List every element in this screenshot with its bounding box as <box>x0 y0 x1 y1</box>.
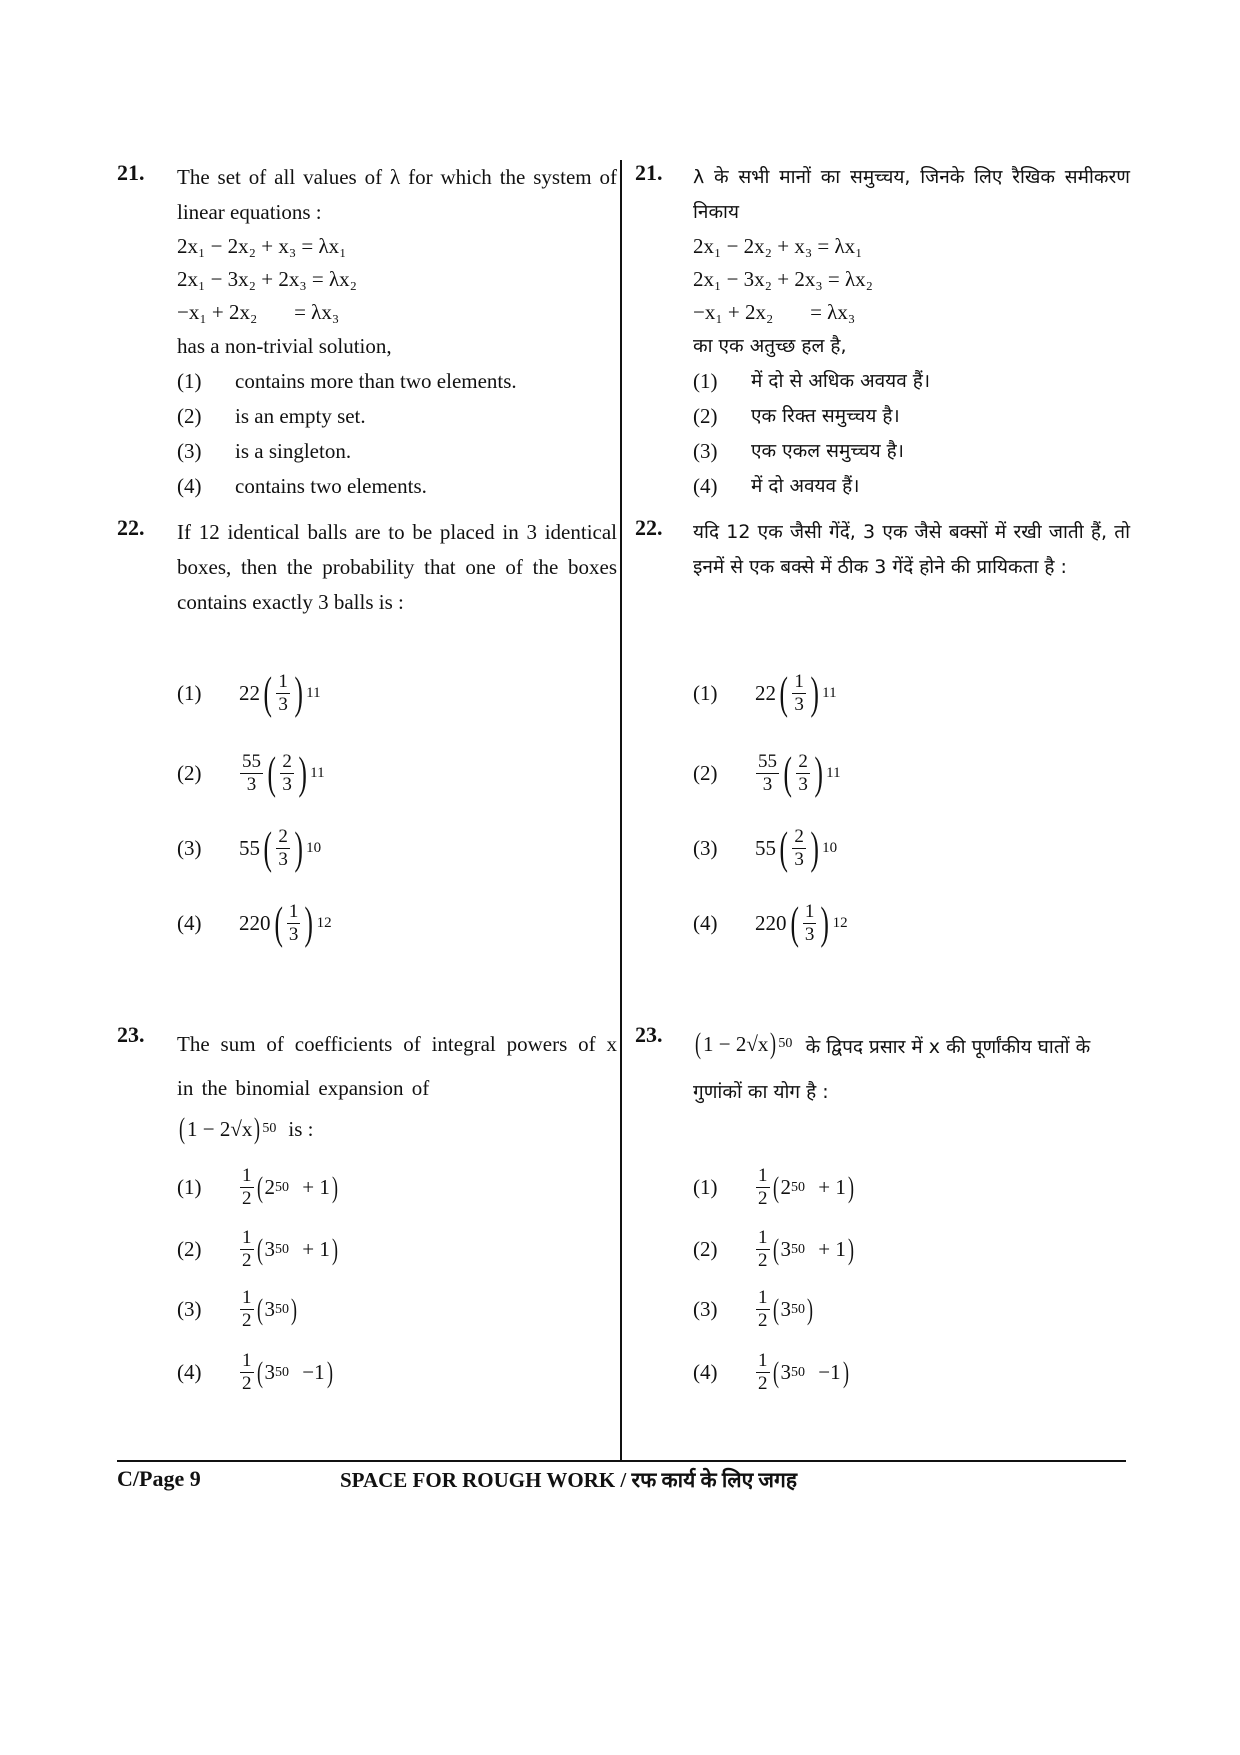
option-number: (3) <box>177 835 202 860</box>
numerator: 1 <box>758 1227 768 1248</box>
exponent: 50 <box>791 1179 805 1195</box>
right-paren: ) <box>810 822 819 873</box>
base-fraction <box>276 671 290 716</box>
option-2[interactable]: (2) एक रिक्त समुच्चय है। <box>693 404 900 428</box>
base: 3 <box>264 1237 275 1261</box>
half-fraction <box>756 1165 770 1210</box>
half-fraction <box>756 1227 770 1272</box>
question-text: If 12 identical balls are to be placed in 3 identical boxes, then the probability that one of the boxes contains exactly 3 balls is : <box>177 520 617 614</box>
left-paren: ( <box>783 747 792 798</box>
q23-option-3[interactable] <box>693 1287 815 1332</box>
option-number: (3) <box>693 835 718 860</box>
half-fraction <box>240 1350 254 1395</box>
q23-option-3[interactable] <box>177 1287 299 1332</box>
numerator: 1 <box>804 900 815 922</box>
q23-option-1[interactable] <box>177 1165 340 1210</box>
coefficient: 55 <box>239 835 260 860</box>
exponent: 50 <box>275 1179 289 1195</box>
tail: −1 <box>297 1360 325 1384</box>
base-fraction <box>792 826 806 871</box>
option-number: (2) <box>177 760 202 785</box>
option-number: (4) <box>693 1360 718 1384</box>
equation-3: −x₁ + 2x₂ = λx₃ <box>693 300 856 324</box>
numerator: 1 <box>758 1350 768 1371</box>
left-paren: ( <box>772 1355 779 1389</box>
denominator: 3 <box>288 923 299 945</box>
option-number: (4) <box>177 910 202 935</box>
exponent: 12 <box>316 914 332 931</box>
denominator: 3 <box>278 848 288 870</box>
tail: + 1 <box>297 1237 330 1261</box>
exponent: 10 <box>822 839 838 856</box>
coefficient: 220 <box>239 910 271 935</box>
denominator: 3 <box>246 773 257 795</box>
exponent: 50 <box>791 1364 805 1380</box>
left-paren: ( <box>772 1292 779 1326</box>
q22-option-3[interactable] <box>693 822 838 873</box>
base: 2 <box>264 1175 275 1199</box>
option-number: (4) <box>693 910 718 935</box>
numerator: 1 <box>242 1350 252 1371</box>
right-paren: ) <box>842 1355 849 1389</box>
option-number: (2) <box>177 1237 202 1261</box>
base: 3 <box>264 1360 275 1384</box>
option-expression <box>239 897 332 948</box>
question-number: 21. <box>635 160 663 185</box>
question-text-after: has a non-trivial solution, <box>177 334 392 358</box>
option-expression <box>755 1350 851 1395</box>
option-expression <box>755 747 841 798</box>
option-number: (3) <box>693 1297 718 1321</box>
q23-option-2[interactable] <box>177 1227 340 1272</box>
numerator: 1 <box>288 900 299 922</box>
base: 2 <box>780 1175 791 1199</box>
option-number: (4) <box>177 1360 202 1384</box>
option-1[interactable]: (1) में दो से अधिक अवयव हैं। <box>693 369 931 393</box>
footer-rule <box>117 1460 1126 1462</box>
numerator: 1 <box>758 1287 768 1308</box>
numerator: 2 <box>798 750 808 772</box>
option-number: (1) <box>177 1175 202 1199</box>
right-paren: ) <box>807 1292 813 1326</box>
left-paren: ( <box>256 1170 263 1204</box>
option-expression <box>239 667 321 718</box>
option-expression <box>755 897 848 948</box>
option-expression <box>755 1165 856 1210</box>
q23-option-2[interactable] <box>693 1227 856 1272</box>
numerator: 2 <box>278 825 288 847</box>
option-expression <box>755 667 837 718</box>
base: 3 <box>780 1297 791 1321</box>
right-paren: ) <box>291 1292 297 1326</box>
option-expression <box>239 1227 340 1272</box>
half-fraction <box>756 1287 770 1332</box>
base-fraction <box>276 826 290 871</box>
exponent: 50 <box>275 1301 289 1317</box>
q23-option-1[interactable] <box>693 1165 856 1210</box>
right-paren: ) <box>294 667 303 718</box>
denominator: 2 <box>242 1373 252 1394</box>
option-number: (2) <box>693 1237 718 1261</box>
q22-option-1[interactable] <box>177 667 321 718</box>
right-paren: ) <box>298 747 307 798</box>
exponent: 50 <box>791 1241 805 1257</box>
base-fraction <box>280 751 294 796</box>
right-paren: ) <box>331 1170 338 1204</box>
numerator: 2 <box>282 750 292 772</box>
question-text-after: का एक अतुच्छ हल है, <box>693 335 847 357</box>
q23-option-4[interactable] <box>177 1350 335 1395</box>
option-expression <box>755 1227 856 1272</box>
left-paren: ( <box>772 1232 779 1266</box>
half-fraction <box>240 1287 254 1332</box>
option-expression <box>755 822 838 873</box>
page-number: C/Page 9 <box>117 1466 201 1491</box>
question-number: 21. <box>117 160 145 185</box>
equation-2: 2x₁ − 3x₂ + 2x₃ = λx₂ <box>693 267 873 291</box>
base: 3 <box>780 1237 791 1261</box>
equation-2: 2x₁ − 3x₂ + 2x₃ = λx₂ <box>177 267 357 291</box>
binomial-expression: ( 1 − 2√x ) 50 is : <box>179 1112 314 1145</box>
q22-option-2[interactable] <box>693 747 841 798</box>
question-text: The set of all values of λ for which the system of linear equations : <box>177 165 617 224</box>
right-paren: ) <box>810 667 819 718</box>
numerator: 1 <box>242 1287 252 1308</box>
left-paren: ( <box>267 747 276 798</box>
q22-option-1[interactable] <box>693 667 837 718</box>
option-3[interactable]: (3) is a singleton. <box>177 439 352 463</box>
left-paren: ( <box>256 1232 263 1266</box>
tail: −1 <box>813 1360 841 1384</box>
equation-1: 2x₁ − 2x₂ + x₃ = λx₁ <box>693 234 863 258</box>
exponent: 11 <box>822 684 837 701</box>
equation-1: 2x₁ − 2x₂ + x₃ = λx₁ <box>177 234 347 258</box>
half-fraction <box>756 1350 770 1395</box>
coefficient: 220 <box>755 910 787 935</box>
numerator: 2 <box>794 825 804 847</box>
numerator: 1 <box>794 670 804 692</box>
exponent: 12 <box>832 914 848 931</box>
denominator: 2 <box>758 1188 768 1209</box>
numerator: 1 <box>242 1227 252 1248</box>
option-expression <box>239 1165 340 1210</box>
base-fraction <box>796 751 810 796</box>
base: 3 <box>264 1297 275 1321</box>
question-text: के द्विपद प्रसार में x की पूर्णांकीय घातों के गुणांकों का योग है : <box>693 1036 1091 1103</box>
numerator: 1 <box>758 1165 768 1186</box>
base: 3 <box>780 1360 791 1384</box>
q22-option-3[interactable] <box>177 822 322 873</box>
option-expression <box>239 1287 299 1332</box>
right-paren: ) <box>294 822 303 873</box>
q22-option-4[interactable] <box>177 897 332 948</box>
denominator: 3 <box>798 773 808 795</box>
question-number: 23. <box>635 1022 663 1047</box>
option-number: (3) <box>177 1297 202 1321</box>
base-fraction <box>287 901 301 946</box>
column-divider <box>620 160 622 1460</box>
coefficient-fraction <box>756 751 779 796</box>
numerator: 1 <box>278 670 288 692</box>
denominator: 3 <box>794 693 804 715</box>
denominator: 2 <box>758 1250 768 1271</box>
exponent: 50 <box>275 1241 289 1257</box>
right-paren: ) <box>326 1355 333 1389</box>
right-paren: ) <box>847 1232 854 1266</box>
left-paren: ( <box>263 667 272 718</box>
numerator: 55 <box>242 750 261 772</box>
tail: + 1 <box>813 1237 846 1261</box>
option-4[interactable]: (4) में दो अवयव हैं। <box>693 474 860 498</box>
option-3[interactable]: (3) एक एकल समुच्चय है। <box>693 439 904 463</box>
denominator: 2 <box>242 1310 252 1331</box>
binomial-expression: ( 1 − 2√x ) 50 <box>695 1027 793 1060</box>
left-paren: ( <box>772 1170 779 1204</box>
denominator: 2 <box>242 1250 252 1271</box>
left-paren: ( <box>779 667 788 718</box>
coefficient: 55 <box>755 835 776 860</box>
exponent: 50 <box>275 1364 289 1380</box>
tail: + 1 <box>813 1175 846 1199</box>
question-text: The sum of coefficients of integral powers of x in the binomial expansion of <box>177 1032 617 1100</box>
question-text: यदि 12 एक जैसी गेंदें, 3 एक जैसे बक्सों में रखी जाती हैं, तो इनमें से एक बक्से में ठीक 3 गेंदें होने की प्रायिकता है : <box>693 521 1130 578</box>
denominator: 2 <box>758 1310 768 1331</box>
denominator: 2 <box>758 1373 768 1394</box>
left-paren: ( <box>779 822 788 873</box>
question-number: 22. <box>117 515 145 540</box>
question-text: λ के सभी मानों का समुच्चय, जिनके लिए रैखिक समीकरण निकाय <box>693 166 1130 223</box>
denominator: 3 <box>282 773 292 795</box>
denominator: 3 <box>804 923 815 945</box>
denominator: 2 <box>242 1188 252 1209</box>
option-expression <box>239 822 322 873</box>
exponent: 50 <box>791 1301 805 1317</box>
coefficient: 22 <box>755 680 776 705</box>
q22-option-4[interactable] <box>693 897 848 948</box>
left-paren: ( <box>263 822 272 873</box>
denominator: 3 <box>794 848 804 870</box>
left-paren: ( <box>273 897 283 948</box>
option-1[interactable]: (1) contains more than two elements. <box>177 369 517 393</box>
left-paren: ( <box>789 897 799 948</box>
option-number: (1) <box>177 680 202 705</box>
equation-3: −x₁ + 2x₂ = λx₃ <box>177 300 340 324</box>
q23-option-4[interactable] <box>693 1350 851 1395</box>
coefficient: 22 <box>239 680 260 705</box>
left-paren: ( <box>256 1355 263 1389</box>
right-paren: ) <box>820 897 830 948</box>
right-paren: ) <box>814 747 823 798</box>
question-number: 23. <box>117 1022 145 1047</box>
question-number: 22. <box>635 515 663 540</box>
option-expression <box>239 1350 335 1395</box>
right-paren: ) <box>847 1170 854 1204</box>
option-number: (1) <box>693 1175 718 1199</box>
option-number: (1) <box>693 680 718 705</box>
option-number: (2) <box>693 760 718 785</box>
exponent: 10 <box>306 839 322 856</box>
option-expression <box>755 1287 815 1332</box>
q22-option-2[interactable] <box>177 747 325 798</box>
exponent: 11 <box>306 684 321 701</box>
numerator: 55 <box>758 750 777 772</box>
option-4[interactable]: (4) contains two elements. <box>177 474 427 498</box>
denominator: 3 <box>278 693 288 715</box>
option-2[interactable]: (2) is an empty set. <box>177 404 366 428</box>
exponent: 11 <box>310 764 325 781</box>
coefficient-fraction <box>240 751 263 796</box>
rough-work-label: SPACE FOR ROUGH WORK / रफ कार्य के लिए जगह <box>340 1468 797 1492</box>
right-paren: ) <box>331 1232 338 1266</box>
exponent: 11 <box>826 764 841 781</box>
option-expression <box>239 747 325 798</box>
base-fraction <box>792 671 806 716</box>
tail: + 1 <box>297 1175 330 1199</box>
half-fraction <box>240 1227 254 1272</box>
denominator: 3 <box>762 773 773 795</box>
half-fraction <box>240 1165 254 1210</box>
left-paren: ( <box>256 1292 263 1326</box>
base-fraction <box>803 901 817 946</box>
numerator: 1 <box>242 1165 252 1186</box>
right-paren: ) <box>304 897 314 948</box>
